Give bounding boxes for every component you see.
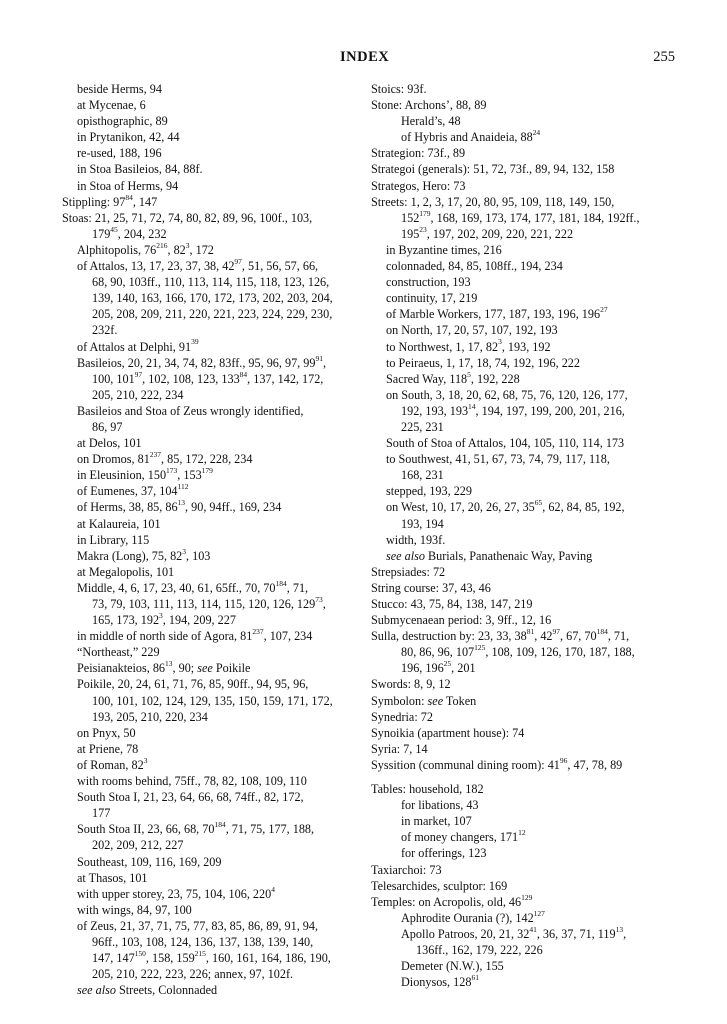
- index-entry: of Marble Workers, 177, 187, 193, 196, $196^{27}$: [386, 305, 608, 322]
- index-entry: at Priene, 78: [77, 741, 139, 756]
- index-entry: Submycenaean period: 3, 9ff., 12, 16: [371, 613, 552, 628]
- index-entry: at Delos, 101: [77, 436, 142, 451]
- index-entry: 168, 231: [401, 468, 444, 483]
- index-entry: Tables: household, 182: [371, 782, 484, 797]
- index-entry: width, 193f.: [386, 532, 446, 547]
- index-entry: in Stoa of Herms, 94: [77, 178, 179, 193]
- index-entry: to Peiraeus, 1, 17, 18, 74, 192, 196, 222: [386, 355, 580, 370]
- index-entry: Basileios and Stoa of Zeus wrongly identified,: [77, 403, 304, 418]
- index-entry: 136ff., 162, 179, 222, 226: [416, 942, 543, 957]
- index-entry: 177: [92, 806, 111, 821]
- index-entry: South of Stoa of Attalos, 104, 105, 110, 114, 173: [386, 436, 625, 451]
- index-entry: Herald’s, 48: [401, 114, 461, 129]
- index-entry: at Megalopolis, 101: [77, 564, 175, 579]
- index-entry: Sulla, destruction by: 23, 33, $38^{81}$, $42^{97}$, 67, $70^{184}$, 71,: [371, 627, 630, 644]
- index-entry: see also Streets, Colonnaded: [77, 983, 218, 998]
- index-entry: Middle, 4, 6, 17, 23, 40, 61, 65ff., 70, $70^{184}$, 71,: [77, 578, 309, 595]
- index-entry: 205, 210, 222, 234: [92, 387, 184, 402]
- index-entry: Streets: 1, 2, 3, 17, 20, 80, 95, 109, 118, 149, 150,: [371, 194, 615, 209]
- index-entry: at Kalaureia, 101: [77, 516, 161, 531]
- index-entry: Strepsiades: 72: [371, 564, 446, 579]
- index-entry: Makra (Long), 75, $82^3$, 103: [77, 546, 211, 563]
- index-entry: of Herms, 38, 85, $86^{13}$, 90, 94ff., 169, 234: [77, 498, 282, 515]
- index-entry: Temples: on Acropolis, old, $46^{129}$: [371, 892, 533, 909]
- index-entry: of money changers, $171^{12}$: [401, 828, 526, 845]
- index-entry: with wings, 84, 97, 100: [77, 902, 192, 917]
- index-entry: 192, 193, $193^{14}$, 194, 197, 199, 200, 201, 216,: [401, 401, 625, 418]
- index-entry: Strategos, Hero: 73: [371, 178, 466, 193]
- index-entry: 96ff., 103, 108, 124, 136, 137, 138, 139, 140,: [92, 934, 314, 949]
- index-entry: Symbolon: see Token: [371, 693, 477, 708]
- index-entry: Stoics: 93f.: [371, 82, 427, 96]
- index-entry: Stucco: 43, 75, 84, 138, 147, 219: [371, 597, 533, 611]
- index-entry: Strategion: 73f., 89: [371, 146, 466, 161]
- index-entry: in middle of north side of Agora, $81^{237}$, 107, 234: [77, 627, 313, 644]
- index-entry: to Northwest, 1, 17, $82^3$, 193, 192: [386, 337, 551, 354]
- index-entry: 193, 205, 210, 220, 234: [92, 709, 208, 724]
- index-entry: Dionysos, $128^{61}$: [401, 973, 479, 990]
- index-entry: on West, 10, 17, 20, 26, 27, $35^{65}$, 62, 84, 85, 192,: [386, 498, 625, 515]
- index-entry: Sacred Way, $118^5$, 192, 228: [386, 369, 520, 386]
- index-entry: of Hybris and Anaideia, $88^{24}$: [401, 128, 541, 145]
- page-number: 255: [653, 49, 675, 65]
- index-entry: Stippling: $97^{84}$, 147: [62, 192, 158, 209]
- index-entry: in market, 107: [401, 814, 472, 829]
- index-entry: Synoikia (apartment house): 74: [371, 725, 525, 740]
- index-entry: colonnaded, 84, 85, 108ff., 194, 234: [386, 259, 563, 274]
- index-entry: South Stoa I, 21, 23, 64, 66, 68, 74ff., 82, 172,: [77, 790, 304, 805]
- index-entry: Syssition (communal dining room): $41^{96}$, 47, 78, 89: [371, 755, 623, 772]
- index-entry: of Zeus, 21, 37, 71, 75, 77, 83, 85, 86, 89, 91, 94,: [77, 918, 319, 933]
- index-entry: Synedria: 72: [371, 709, 433, 724]
- index-entry: 68, 90, 103ff., 110, 113, 114, 115, 118, 123, 126,: [92, 275, 330, 290]
- index-entry: in Stoa Basileios, 84, 88f.: [77, 162, 203, 177]
- index-entry: on Dromos, $81^{237}$, 85, 172, 228, 234: [77, 450, 253, 467]
- index-entry: for offerings, 123: [401, 846, 487, 861]
- index-entry: of Attalos at Delphi, $91^{39}$: [77, 337, 199, 354]
- index-entry: $152^{179}$, 168, 169, 173, 174, 177, 181, 184, 192ff.,: [401, 208, 640, 225]
- index-entry: South Stoa II, 23, 66, 68, $70^{184}$, 71, 75, 177, 188,: [77, 820, 315, 837]
- index-entry: for libations, 43: [401, 798, 479, 813]
- index-entry: 225, 231: [401, 419, 444, 434]
- index-entry: 202, 209, 212, 227: [92, 838, 184, 853]
- index-entry: Strategoi (generals): 51, 72, 73f., 89, 94, 132, 158: [371, 162, 615, 177]
- index-entry: $195^{23}$, 197, 202, 209, 220, 221, 222: [401, 224, 574, 241]
- index-entry: with rooms behind, 75ff., 78, 82, 108, 109, 110: [77, 774, 307, 789]
- index-entry: in Library, 115: [77, 532, 150, 547]
- index-entry: on Pnyx, 50: [77, 725, 136, 740]
- index-entry: at Mycenae, 6: [77, 98, 146, 113]
- section-gap: [371, 773, 676, 781]
- index-entry: Peisianakteios, $86^{13}$, 90; see Poikile: [77, 659, 251, 676]
- index-entry: of Attalos, 13, 17, 23, 37, 38, $42^{97}$, 51, 56, 57, 66,: [77, 256, 319, 274]
- index-entry: Apollo Patroos, 20, 21, $32^{41}$, 36, 37, 71, $119^{13}$,: [401, 924, 627, 941]
- index-entry: continuity, 17, 219: [386, 291, 478, 306]
- index-entry: 73, 79, 103, 111, 113, 114, 115, 120, 126, $129^{73}$,: [92, 594, 326, 611]
- index-entry: 100, $101^{97}$, 102, 108, 123, $133^{84}$, 137, 142, 172,: [92, 369, 324, 386]
- index-entry: on North, 17, 20, 57, 107, 192, 193: [386, 323, 558, 338]
- index-entry: with upper storey, 23, 75, 104, 106, $220^4$: [77, 884, 275, 901]
- index-entry: in Byzantine times, 216: [386, 242, 502, 257]
- index-entry: 196, $196^{25}$, 201: [401, 659, 476, 676]
- index-entry: 80, 86, 96, $107^{125}$, 108, 109, 126, 170, 187, 188,: [401, 643, 635, 660]
- index-entry: Poikile, 20, 24, 61, 71, 76, 85, 90ff., 94, 95, 96,: [77, 677, 309, 692]
- index-entry: 86, 97: [92, 419, 123, 434]
- running-title: INDEX: [340, 49, 390, 65]
- index-entry: stepped, 193, 229: [386, 484, 472, 499]
- index-entry: String course: 37, 43, 46: [371, 580, 491, 595]
- index-entry: in Eleusinion, $150^{173}$, $153^{179}$: [77, 466, 213, 483]
- index-entry: Syria: 7, 14: [371, 741, 428, 756]
- index-entry: Demeter (N.W.), 155: [401, 959, 504, 974]
- index-entry: opisthographic, 89: [77, 114, 168, 129]
- index-entry: of Eumenes, 37, $104^{112}$: [77, 482, 189, 499]
- index-entry: 205, 208, 209, 211, 220, 221, 223, 224, 229, 230,: [92, 307, 333, 322]
- index-entry: 232f.: [92, 323, 118, 338]
- index-entry: Swords: 8, 9, 12: [371, 677, 451, 692]
- index-entry: Stone: Archons’, 88, 89: [371, 98, 487, 113]
- index-entry: to Southwest, 41, 51, 67, 73, 74, 79, 117, 118,: [386, 452, 610, 467]
- index-entry: $179^{45}$, 204, 232: [92, 224, 167, 241]
- page-header: [0, 49, 727, 69]
- index-entry: Alphitopolis, $76^{216}$, $82^3$, 172: [77, 240, 214, 257]
- index-entry: re-used, 188, 196: [77, 146, 162, 161]
- index-entry: 147, $147^{150}$, 158, $159^{215}$, 160, 161, 164, 186, 190,: [92, 949, 331, 966]
- index-entry: 205, 210, 222, 223, 226; annex, 97, 102f.: [92, 967, 294, 982]
- index-entry: Telesarchides, sculptor: 169: [371, 878, 508, 893]
- index-entry: Taxiarchoi: 73: [371, 862, 442, 877]
- index-entry: construction, 193: [386, 275, 471, 290]
- index-entry: on South, 3, 18, 20, 62, 68, 75, 76, 120, 126, 177,: [386, 387, 628, 402]
- index-entry: “Northeast,” 229: [77, 645, 160, 660]
- index-entry: see also Burials, Panathenaic Way, Paving: [386, 548, 593, 563]
- index-entry: 100, 101, 102, 124, 129, 135, 150, 159, 171, 172,: [92, 693, 333, 708]
- index-entry: Aphrodite Ourania (?), $142^{127}$: [401, 908, 545, 925]
- index-entry: 139, 140, 163, 166, 170, 172, 173, 202, 203, 204,: [92, 291, 333, 306]
- index-entry: Stoas: 21, 25, 71, 72, 74, 80, 82, 89, 96, 100f., 103,: [62, 210, 313, 225]
- index-entry: in Prytanikon, 42, 44: [77, 130, 180, 145]
- index-column-left: [62, 81, 362, 998]
- index-entry: 193, 194: [401, 516, 444, 531]
- index-entry: Southeast, 109, 116, 169, 209: [77, 854, 222, 869]
- index-entry: of Roman, $82^3$: [77, 755, 148, 772]
- index-entry: at Thasos, 101: [77, 870, 148, 885]
- index-entry: Basileios, 20, 21, 34, 74, 82, 83ff., 95, 96, 97, $99^{91}$,: [77, 353, 326, 370]
- index-entry: beside Herms, 94: [77, 82, 162, 96]
- index-column-right: [371, 81, 676, 990]
- index-entry: 165, 173, $192^3$, 194, 209, 227: [92, 611, 236, 628]
